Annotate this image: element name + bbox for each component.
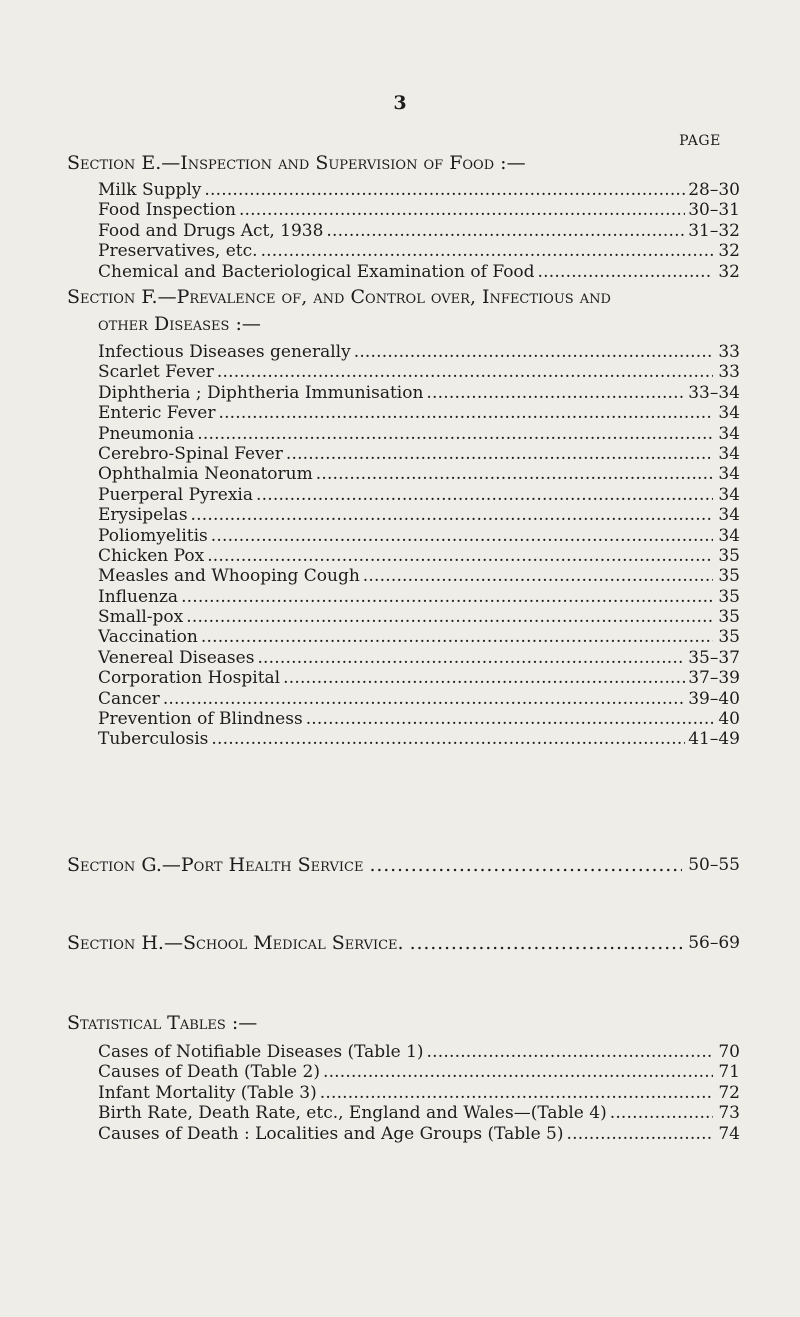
toc-entry: [98, 587, 740, 607]
section-f-heading-line2: other Diseases :—: [98, 313, 261, 335]
dot-leader: [197, 424, 713, 444]
dot-leader: [610, 1103, 713, 1123]
toc-entry-pages: 34: [718, 403, 740, 424]
toc-entry: [98, 627, 740, 647]
dot-leader: [369, 852, 682, 879]
dot-leader: [323, 1062, 713, 1082]
toc-entry: [98, 526, 740, 546]
section-e-list: [98, 180, 740, 282]
toc-entry-title: Ophthalmia Neonatorum: [98, 464, 313, 485]
section-h-heading: Section H.—School Medical Service.: [67, 932, 404, 954]
toc-entry-title: Measles and Whooping Cough: [98, 566, 360, 587]
toc-entry-title: Infectious Diseases generally: [98, 342, 351, 362]
toc-entry-pages: 35: [718, 586, 740, 607]
toc-entry-pages: 34: [718, 525, 740, 546]
toc-entry-title: Vaccination: [98, 627, 198, 648]
dot-leader: [354, 342, 713, 362]
dot-leader: [204, 180, 685, 200]
dot-leader: [538, 262, 713, 282]
toc-entry-pages: 32: [718, 241, 740, 262]
toc-entry-pages: 35: [718, 627, 740, 648]
toc-entry-title: Venereal Diseases: [98, 647, 255, 668]
toc-entry-title: Preservatives, etc.: [98, 241, 258, 262]
toc-entry: [98, 668, 740, 688]
section-g-row: [67, 852, 740, 879]
dot-leader: [426, 383, 685, 403]
dot-leader: [427, 1042, 713, 1062]
toc-entry: [98, 485, 740, 505]
toc-entry-title: Food and Drugs Act, 1938: [98, 220, 324, 241]
toc-entry: [98, 546, 740, 566]
toc-entry-pages: 73: [718, 1103, 740, 1124]
page-column-label: PAGE: [679, 133, 721, 149]
toc-entry-title: Cases of Notifiable Diseases (Table 1): [98, 1042, 424, 1062]
toc-entry-pages: 35–37: [688, 647, 740, 668]
toc-entry-pages: 35: [718, 566, 740, 587]
toc-entry-title: Cerebro-Spinal Fever: [98, 443, 283, 464]
toc-entry-pages: 34: [718, 464, 740, 485]
toc-entry-title: Poliomyelitis: [98, 525, 208, 546]
toc-entry: [98, 1062, 740, 1082]
toc-entry: [98, 729, 740, 749]
statistical-tables-heading: Statistical Tables :—: [67, 1012, 258, 1034]
section-f-heading-line1: Section F.—Prevalence of, and Control over, Infectious and: [67, 286, 611, 308]
toc-entry-pages: 33: [718, 342, 740, 362]
toc-entry: [98, 689, 740, 709]
dot-leader: [286, 444, 713, 464]
section-h-row: [67, 930, 740, 957]
toc-entry-title: Infant Mortality (Table 3): [98, 1082, 317, 1103]
toc-entry-pages: 35: [718, 607, 740, 628]
toc-entry: [98, 709, 740, 729]
toc-entry-title: Causes of Death : Localities and Age Groups (Table 5): [98, 1123, 564, 1144]
toc-entry-title: Puerperal Pyrexia: [98, 484, 254, 505]
toc-entry: [98, 403, 740, 423]
toc-entry-pages: 34: [718, 423, 740, 444]
toc-entry-pages: 39–40: [688, 688, 740, 709]
toc-entry-title: Diphtheria ; Diphtheria Immunisation: [98, 382, 424, 403]
toc-entry: [98, 262, 740, 282]
toc-entry-pages: 34: [718, 484, 740, 505]
toc-entry-pages: 41–49: [688, 729, 740, 750]
toc-entry-title: Enteric Fever: [98, 403, 216, 424]
toc-entry: [98, 241, 740, 261]
toc-entry-title: Scarlet Fever: [98, 362, 214, 383]
dot-leader: [186, 607, 713, 627]
section-e-heading: Section E.—Inspection and Supervision of Food :—: [67, 152, 526, 174]
dot-leader: [306, 709, 713, 729]
dot-leader: [320, 1083, 713, 1103]
toc-entry-title: Erysipelas: [98, 505, 188, 526]
section-g-pages: 50–55: [688, 855, 740, 875]
toc-entry: [98, 200, 740, 220]
toc-entry-title: Tuberculosis: [98, 729, 209, 750]
dot-leader: [218, 403, 713, 423]
toc-entry-title: Pneumonia: [98, 423, 195, 444]
dot-leader: [201, 627, 713, 647]
toc-entry: [98, 383, 740, 403]
toc-entry-title: Milk Supply: [98, 180, 202, 200]
section-f-heading: [67, 284, 747, 338]
toc-entry: [98, 444, 740, 464]
toc-entry: [98, 1042, 740, 1062]
toc-entry: [98, 342, 740, 362]
toc-entry-title: Causes of Death (Table 2): [98, 1062, 320, 1083]
toc-entry: [98, 505, 740, 525]
toc-entry-pages: 71: [718, 1062, 740, 1083]
toc-entry-pages: 30–31: [688, 200, 740, 221]
dot-leader: [211, 526, 713, 546]
dot-leader: [211, 729, 685, 749]
toc-entry-pages: 31–32: [688, 220, 740, 241]
toc-entry-title: Food Inspection: [98, 200, 236, 221]
dot-leader: [410, 930, 683, 957]
dot-leader: [207, 546, 713, 566]
dot-leader: [326, 221, 685, 241]
dot-leader: [283, 668, 685, 688]
page-number: 3: [393, 92, 407, 114]
toc-entry: [98, 221, 740, 241]
toc-entry: [98, 1083, 740, 1103]
toc-entry-title: Prevention of Blindness: [98, 709, 303, 730]
dot-leader: [567, 1124, 714, 1144]
toc-entry-title: Chicken Pox: [98, 545, 205, 566]
toc-entry-title: Birth Rate, Death Rate, etc., England and Wales—(Table 4): [98, 1103, 607, 1124]
dot-leader: [316, 464, 713, 484]
toc-entry: [98, 180, 740, 200]
toc-entry-pages: 33: [718, 362, 740, 383]
section-f-list: [98, 342, 740, 750]
toc-entry-title: Corporation Hospital: [98, 668, 281, 689]
toc-entry-pages: 35: [718, 545, 740, 566]
dot-leader: [181, 587, 713, 607]
toc-entry-pages: 34: [718, 443, 740, 464]
dot-leader: [256, 485, 713, 505]
toc-entry: [98, 424, 740, 444]
toc-entry: [98, 607, 740, 627]
toc-entry: [98, 1103, 740, 1123]
toc-entry-pages: 74: [718, 1123, 740, 1144]
toc-entry: [98, 464, 740, 484]
toc-entry-pages: 40: [718, 709, 740, 730]
dot-leader: [261, 241, 713, 261]
toc-entry-pages: 32: [718, 261, 740, 282]
dot-leader: [363, 566, 713, 586]
dot-leader: [163, 689, 685, 709]
section-g-heading: Section G.—Port Health Service: [67, 854, 364, 876]
dot-leader: [239, 200, 685, 220]
toc-entry: [98, 362, 740, 382]
toc-entry-pages: 33–34: [688, 382, 740, 403]
statistical-tables-list: [98, 1042, 740, 1144]
toc-entry-pages: 34: [718, 505, 740, 526]
toc-entry: [98, 648, 740, 668]
section-h-pages: 56–69: [688, 933, 740, 953]
toc-entry-title: Small-pox: [98, 607, 184, 628]
toc-entry-title: Influenza: [98, 586, 179, 607]
toc-entry-pages: 72: [718, 1082, 740, 1103]
dot-leader: [257, 648, 685, 668]
toc-entry-pages: 37–39: [688, 668, 740, 689]
toc-entry: [98, 1124, 740, 1144]
toc-entry: [98, 566, 740, 586]
toc-entry-pages: 70: [718, 1042, 740, 1062]
toc-entry-title: Cancer: [98, 688, 160, 709]
toc-entry-title: Chemical and Bacteriological Examination of Food: [98, 261, 535, 282]
dot-leader: [191, 505, 713, 525]
toc-entry-pages: 28–30: [688, 180, 740, 200]
dot-leader: [217, 362, 713, 382]
